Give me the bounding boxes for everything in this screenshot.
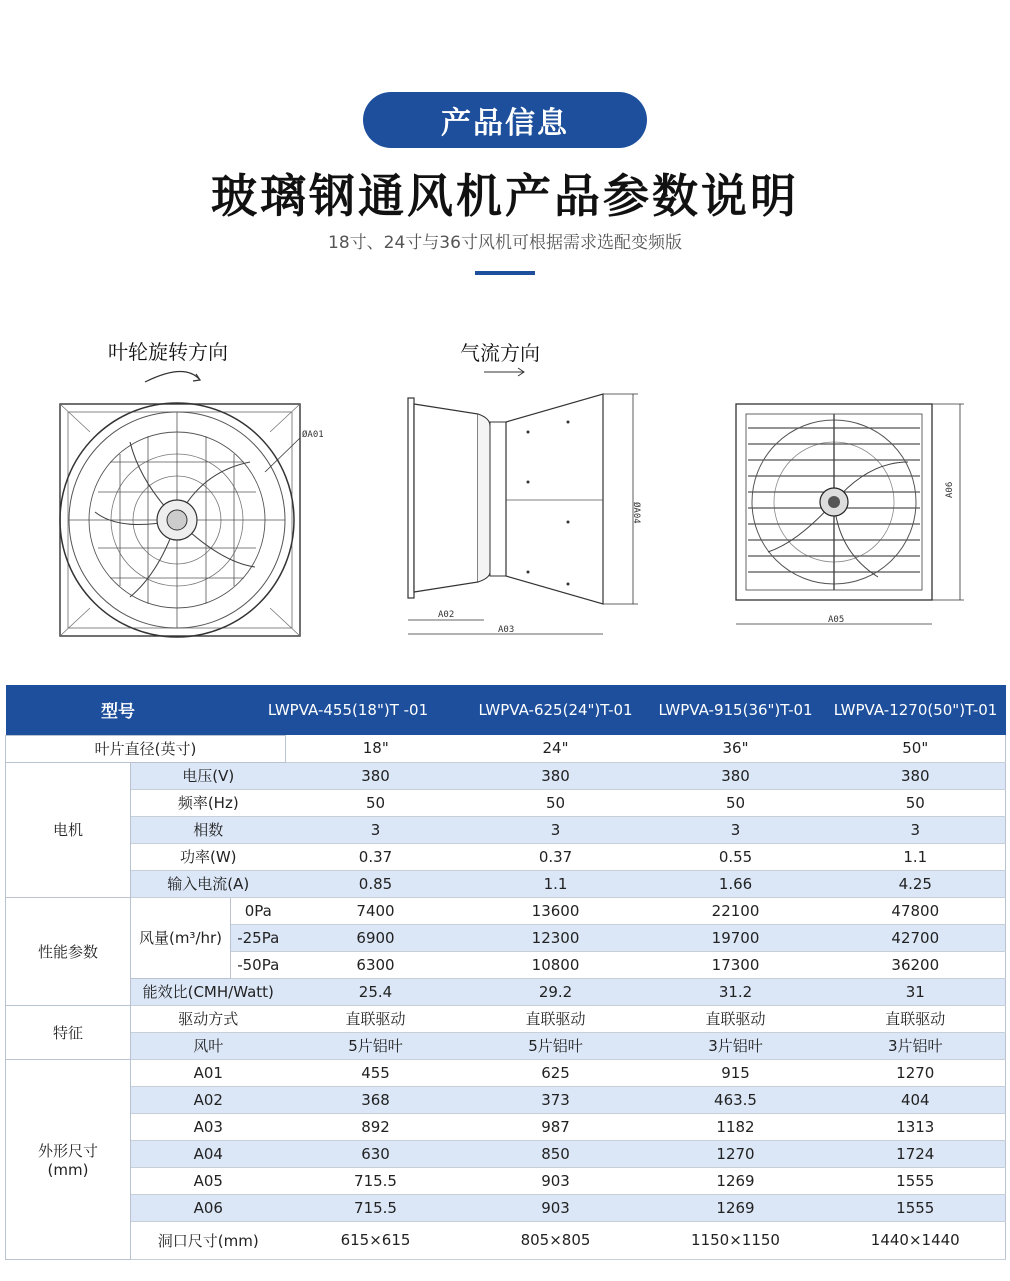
cell: 805×805 bbox=[466, 1221, 646, 1259]
table-row bbox=[6, 1113, 1006, 1140]
cell: 455 bbox=[286, 1059, 466, 1086]
cell: 903 bbox=[466, 1167, 646, 1194]
cell: 987 bbox=[466, 1113, 646, 1140]
cell: 1270 bbox=[646, 1140, 826, 1167]
cell: 850 bbox=[466, 1140, 646, 1167]
cell: 18" bbox=[286, 735, 466, 762]
dim-a04-label: ØA04 bbox=[631, 502, 641, 524]
group-label-dimensions-line2: (mm) bbox=[47, 1160, 89, 1179]
cell: 10800 bbox=[466, 951, 646, 978]
cell: 50 bbox=[286, 789, 466, 816]
row-label: A03 bbox=[131, 1113, 286, 1140]
table-row bbox=[6, 897, 1006, 924]
cell: 3片铝叶 bbox=[646, 1032, 826, 1059]
cell: 715.5 bbox=[286, 1194, 466, 1221]
cell: 3片铝叶 bbox=[826, 1032, 1006, 1059]
table-row bbox=[6, 978, 1006, 1005]
cell: 31.2 bbox=[646, 978, 826, 1005]
table-row bbox=[6, 1086, 1006, 1113]
table-row bbox=[6, 870, 1006, 897]
cell: 380 bbox=[286, 762, 466, 789]
group-label-performance: 性能参数 bbox=[6, 897, 131, 1005]
cell: 50 bbox=[826, 789, 1006, 816]
cell: 1724 bbox=[826, 1140, 1006, 1167]
cell: 50 bbox=[646, 789, 826, 816]
airflow-direction-label: 气流方向 bbox=[460, 341, 540, 365]
cell: 24" bbox=[466, 735, 646, 762]
cell: 5片铝叶 bbox=[286, 1032, 466, 1059]
table-row bbox=[6, 1221, 1006, 1259]
cell: 19700 bbox=[646, 924, 826, 951]
group-label-motor: 电机 bbox=[6, 762, 131, 897]
cell: 3 bbox=[826, 816, 1006, 843]
cell: 903 bbox=[466, 1194, 646, 1221]
cell: 1555 bbox=[826, 1167, 1006, 1194]
cell: 36" bbox=[646, 735, 826, 762]
cell: 380 bbox=[646, 762, 826, 789]
cell: 630 bbox=[286, 1140, 466, 1167]
pressure-label: -25Pa bbox=[231, 924, 286, 951]
cell: 615×615 bbox=[286, 1221, 466, 1259]
cell: 1269 bbox=[646, 1167, 826, 1194]
cell: 463.5 bbox=[646, 1086, 826, 1113]
cell: 1269 bbox=[646, 1194, 826, 1221]
page-subtitle: 18寸、24寸与36寸风机可根据需求选配变频版 bbox=[328, 233, 682, 253]
row-label: 风叶 bbox=[131, 1032, 286, 1059]
table-row bbox=[6, 1194, 1006, 1221]
row-label: 洞口尺寸(mm) bbox=[131, 1221, 286, 1259]
cell: 7400 bbox=[286, 897, 466, 924]
row-label: A01 bbox=[131, 1059, 286, 1086]
pressure-label: 0Pa bbox=[231, 897, 286, 924]
cell: 1150×1150 bbox=[646, 1221, 826, 1259]
cell: 1182 bbox=[646, 1113, 826, 1140]
cell: 3 bbox=[286, 816, 466, 843]
cell: 715.5 bbox=[286, 1167, 466, 1194]
cell: 13600 bbox=[466, 897, 646, 924]
header-model-label: 型号 bbox=[6, 685, 231, 735]
cell: 0.85 bbox=[286, 870, 466, 897]
cell: 直联驱动 bbox=[466, 1005, 646, 1032]
cell: 0.55 bbox=[646, 843, 826, 870]
spec-table bbox=[5, 685, 1006, 1260]
header-model: LWPVA-1270(50")T-01 bbox=[826, 685, 1006, 735]
section-badge bbox=[363, 92, 647, 148]
row-label: A06 bbox=[131, 1194, 286, 1221]
group-label-features: 特征 bbox=[6, 1005, 131, 1059]
side-view-diagram bbox=[398, 362, 658, 642]
table-row bbox=[6, 789, 1006, 816]
dim-a05-label: A05 bbox=[828, 615, 845, 625]
cell: 1440×1440 bbox=[826, 1221, 1006, 1259]
cell: 36200 bbox=[826, 951, 1006, 978]
cell: 1313 bbox=[826, 1113, 1006, 1140]
table-row bbox=[6, 762, 1006, 789]
cell: 1270 bbox=[826, 1059, 1006, 1086]
cell: 1.1 bbox=[826, 843, 1006, 870]
cell: 47800 bbox=[826, 897, 1006, 924]
page-title: 玻璃钢通风机产品参数说明 bbox=[211, 169, 799, 223]
row-label: 驱动方式 bbox=[131, 1005, 286, 1032]
table-row bbox=[6, 1140, 1006, 1167]
dim-a03-label: A03 bbox=[498, 625, 515, 635]
group-label-dimensions-line1: 外形尺寸 bbox=[37, 1141, 98, 1160]
cell: 915 bbox=[646, 1059, 826, 1086]
cell: 5片铝叶 bbox=[466, 1032, 646, 1059]
cell: 22100 bbox=[646, 897, 826, 924]
table-row bbox=[6, 1167, 1006, 1194]
cell: 直联驱动 bbox=[826, 1005, 1006, 1032]
cell: 3 bbox=[646, 816, 826, 843]
table-row bbox=[6, 1005, 1006, 1032]
row-label: A05 bbox=[131, 1167, 286, 1194]
title-underline bbox=[475, 271, 535, 275]
table-row bbox=[6, 843, 1006, 870]
cell: 25.4 bbox=[286, 978, 466, 1005]
section-badge-label: 产品信息 bbox=[441, 106, 569, 141]
table-row bbox=[6, 1032, 1006, 1059]
cell: 3 bbox=[466, 816, 646, 843]
cell: 368 bbox=[286, 1086, 466, 1113]
cell: 直联驱动 bbox=[646, 1005, 826, 1032]
pressure-label: -50Pa bbox=[231, 951, 286, 978]
row-label: A02 bbox=[131, 1086, 286, 1113]
row-label: 叶片直径(英寸) bbox=[6, 735, 286, 762]
row-label: 能效比(CMH/Watt) bbox=[131, 978, 286, 1005]
airflow-label: 风量(m³/hr) bbox=[131, 897, 231, 978]
rotation-direction-label: 叶轮旋转方向 bbox=[108, 340, 228, 364]
cell: 29.2 bbox=[466, 978, 646, 1005]
cell: 380 bbox=[466, 762, 646, 789]
table-header-row bbox=[6, 685, 1006, 735]
cell: 1555 bbox=[826, 1194, 1006, 1221]
row-label: 输入电流(A) bbox=[131, 870, 286, 897]
row-label: 电压(V) bbox=[131, 762, 286, 789]
cell: 404 bbox=[826, 1086, 1006, 1113]
table-row bbox=[6, 735, 1006, 762]
cell: 12300 bbox=[466, 924, 646, 951]
table-row bbox=[6, 1059, 1006, 1086]
row-label: 功率(W) bbox=[131, 843, 286, 870]
cell: 0.37 bbox=[286, 843, 466, 870]
cell: 380 bbox=[826, 762, 1006, 789]
cell: 0.37 bbox=[466, 843, 646, 870]
rear-view-diagram bbox=[728, 392, 978, 637]
cell: 373 bbox=[466, 1086, 646, 1113]
header-model: LWPVA-625(24")T-01 bbox=[466, 685, 646, 735]
cell: 892 bbox=[286, 1113, 466, 1140]
cell: 1.66 bbox=[646, 870, 826, 897]
header-model: LWPVA-455(18")T -01 bbox=[231, 685, 466, 735]
row-label: 相数 bbox=[131, 816, 286, 843]
cell: 625 bbox=[466, 1059, 646, 1086]
dim-a01-label: ØA01 bbox=[302, 430, 324, 440]
header-model: LWPVA-915(36")T-01 bbox=[646, 685, 826, 735]
cell: 4.25 bbox=[826, 870, 1006, 897]
group-label-dimensions bbox=[6, 1059, 131, 1259]
cell: 50" bbox=[826, 735, 1006, 762]
cell: 直联驱动 bbox=[286, 1005, 466, 1032]
row-label: 频率(Hz) bbox=[131, 789, 286, 816]
cell: 50 bbox=[466, 789, 646, 816]
front-view-diagram bbox=[50, 362, 324, 642]
cell: 1.1 bbox=[466, 870, 646, 897]
table-row bbox=[6, 816, 1006, 843]
dim-a02-label: A02 bbox=[438, 610, 455, 620]
cell: 6300 bbox=[286, 951, 466, 978]
cell: 42700 bbox=[826, 924, 1006, 951]
cell: 17300 bbox=[646, 951, 826, 978]
dim-a06-label: A06 bbox=[945, 481, 955, 498]
cell: 6900 bbox=[286, 924, 466, 951]
row-label: A04 bbox=[131, 1140, 286, 1167]
cell: 31 bbox=[826, 978, 1006, 1005]
